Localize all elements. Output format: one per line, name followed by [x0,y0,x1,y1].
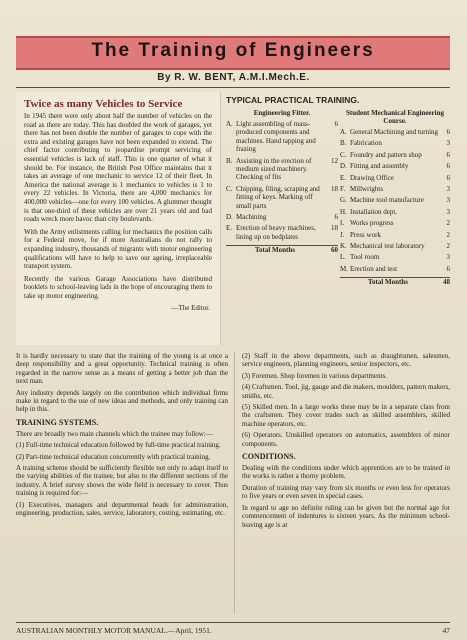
footer [16,622,450,635]
total-row [340,278,450,286]
editor-signature: —The Editor. [171,304,210,313]
item-text: Machine tool manufacture [350,196,424,205]
column-rule [234,352,235,614]
left-column [16,352,228,521]
item-months: 6 [446,162,450,171]
title-banner [16,36,450,70]
body-paragraph: (3) Foremen. Shop foremen in various departments. [242,371,388,380]
item-letter: E. [226,224,233,233]
body-paragraph: In regard to age no definite ruling can be given but the normal age for commencement of indentures is sixteen years. As the minimum school-leaving age is at [242,503,450,529]
table-item [340,185,450,193]
item-months: 2 [446,230,450,239]
table-item [340,253,450,261]
body-paragraph: (5) Skilled men. In a large works these may be in a separate class from the craftsmen. They cover trades such as skilled assemblers, skilled machine operators, etc. [242,403,450,428]
total-label: Total Months [367,278,408,287]
item-text: Assisting in the erection of medium sized machinery. Checking of fits [236,156,312,182]
item-text: Fitting and assembly [350,162,409,171]
item-months: 12 [331,156,338,165]
item-text: Drawing Office [350,173,394,182]
item-text: Press work [350,230,381,239]
intro-box [16,92,221,345]
item-text: Millwrights [350,185,384,194]
total-row [226,246,338,254]
item-letter: A. [340,128,347,136]
item-months: 2 [446,242,450,251]
table-item [226,157,338,182]
item-text: Light assembling of mass-produced components and machines. Hand tapping and frazing [236,120,316,154]
publication-line: AUSTRALIAN MONTHLY MOTOR MANUAL.—April, 1951. [16,626,212,635]
section-heading: TRAINING SYSTEMS. [16,417,99,427]
divider [16,87,450,88]
intro-paragraph: In 1945 there were only about half the number of vehicles on the road as there are today. This has doubled the work of garages, yet there has not been double the number of garages to cope with the extra and existing garages have not been expanded to extend. The chief factor contributing to jeopardise prompt servicing of essential vehicles is lack of staff. This is one quarter of what it should be. For instance, the British Post Office maintains that it takes an average of one mechanic to service 12 of their fleet. In America the national average is 1 mechanics to vehicles is 1 to every 22 vehicles. In Victoria, there are 4,000 mechanics for 400,000 vehicles—one for every 100 vehicles. A glummer thought is that one-third of these vehicles are over 21 years old and bad roads wreck more havoc than city boulevards. [24,112,212,224]
item-text: Erection and test [350,264,398,273]
table-item [340,219,450,227]
table-item [340,208,450,216]
item-months: 2 [446,219,450,228]
student-column [340,109,450,286]
item-text: Tool room [350,253,380,262]
item-months: 3 [446,196,450,205]
item-months: 6 [334,213,338,222]
item-letter: M. [340,264,348,273]
body-paragraph: Any industry depends largely on the contribution which individual firms make in regard to the use of new ideas and methods, and only training can help in this. [16,388,228,414]
table-item [340,151,450,159]
item-months: 6 [446,264,450,273]
intro-paragraph: With the Army enlistments calling for mechanics the position calls for a Federal move, for if more Australians do not rally to expanding industry, thousands of migrants with motor engineering qualifications will have to help to save our ageing, irreplaceable transport system. [24,227,212,271]
table-item [340,128,450,136]
item-letter: G. [340,196,347,205]
body-paragraph: (2) Staff in the above departments, such as draughtsmen, salesmen, service engineers, planning engineers, senior inspectors, etc. [242,352,450,369]
item-text: Foundry and pattern shop [350,150,422,159]
item-months: 6 [334,120,338,128]
training-table [226,95,450,345]
item-letter: E. [340,173,347,182]
item-months: 18 [331,224,338,233]
fitter-heading: Engineering Fitter. [253,109,311,117]
body-paragraph: It is hardly necessary to state that the training of the young is at once a deep responsibility and a great opportunity. Technical training is often regarded in the narrow sense as a means of getting a better job than the next man. [16,352,228,386]
right-column [242,352,450,532]
body-paragraph: (1) Executives, managers and departmental heads for administration, engineering, production, sales, service, laboratory, costing, estimating, etc. [16,500,228,518]
item-letter: L. [340,253,347,262]
item-months: 18 [331,184,338,193]
item-text: Erection of heavy machines, lining up on bedplates [236,224,316,241]
item-text: General Machining and turning [350,128,439,136]
item-text: Works progress [350,219,394,228]
item-letter: F. [340,185,346,194]
section-heading: CONDITIONS. [242,452,296,462]
body-paragraph: Duration of training may vary from six months or even less for operators to five years or even seven in special cases. [242,483,450,501]
table-item [226,224,338,241]
item-months: 3 [446,207,450,216]
fitter-column [226,109,338,254]
intro-heading: Twice as many Vehicles to Service [24,98,183,110]
item-letter: B. [340,139,347,148]
table-item [340,265,450,273]
table-item [340,242,450,250]
item-letter: B. [226,156,233,165]
table-item [340,196,450,204]
page-number: 47 [442,626,450,635]
total-value: 60 [331,246,338,255]
item-letter: J. [340,230,345,239]
total-value: 48 [443,278,450,287]
table-heading: TYPICAL PRACTICAL TRAINING. [226,95,360,105]
item-letter: I. [340,219,345,228]
item-text: Machining [236,213,267,222]
item-months: 6 [446,150,450,159]
item-letter: D. [226,213,233,222]
body-paragraph: There are broadly two main channels which the trainee may follow:— [16,429,213,438]
item-letter: C. [226,184,233,193]
item-letter: D. [340,162,347,171]
body-paragraph: (2) Part-time technical education concurrently with practical training. [16,452,211,461]
table-item [340,162,450,170]
table-item [226,185,338,210]
body-paragraph: (6) Operators. Unskilled operators on automatics, assemblers of minor components. [242,431,450,448]
item-text: Installation dept. [350,207,398,216]
item-months: 3 [446,253,450,262]
table-item [226,213,338,221]
item-letter: K. [340,242,347,251]
item-text: Chipping, filing, scraping and fitting of keys. Marking off small parts [236,184,320,210]
table-item [340,231,450,239]
body-paragraph: (1) Full-time technical education followed by full-time practical training. [16,441,221,450]
item-letter: H. [340,207,347,216]
item-months: 3 [446,139,450,148]
intro-paragraph: Recently the various Garage Associations have distributed booklets to school-leaving lads in the hope of encouraging them to take up motor engineering. [24,274,212,300]
item-text: Fabrication [350,139,382,148]
table-item [340,139,450,147]
byline: By R. W. BENT, A.M.I.Mech.E. [157,72,310,83]
table-item [340,174,450,182]
item-months: 6 [446,128,450,136]
item-months: 6 [446,173,450,182]
body-paragraph: Dealing with the conditions under which apprentices are to be trained in the works is rather a thorny problem. [242,464,450,481]
article-title: The Training of Engineers [91,40,375,61]
item-months: 3 [446,185,450,194]
student-heading: Student Mechanical Engineering Course. [345,109,444,125]
body-paragraph: (4) Craftsmen. Tool, jig, gauge and die makers, moulders, pattern makers, smiths, etc. [242,383,450,400]
item-letter: C. [340,150,347,159]
item-text: Mechanical test laboratory [350,242,425,251]
table-item [226,120,338,154]
item-letter: A. [226,120,233,128]
total-label: Total Months [254,246,295,255]
body-paragraph: A training scheme should be sufficiently flexible not only to adapt itself to the varying abilities of the trainee, but also to the different sections of the industry. A brief survey shows the wide field is necessary to cover. Thus training is required for:— [16,464,228,498]
